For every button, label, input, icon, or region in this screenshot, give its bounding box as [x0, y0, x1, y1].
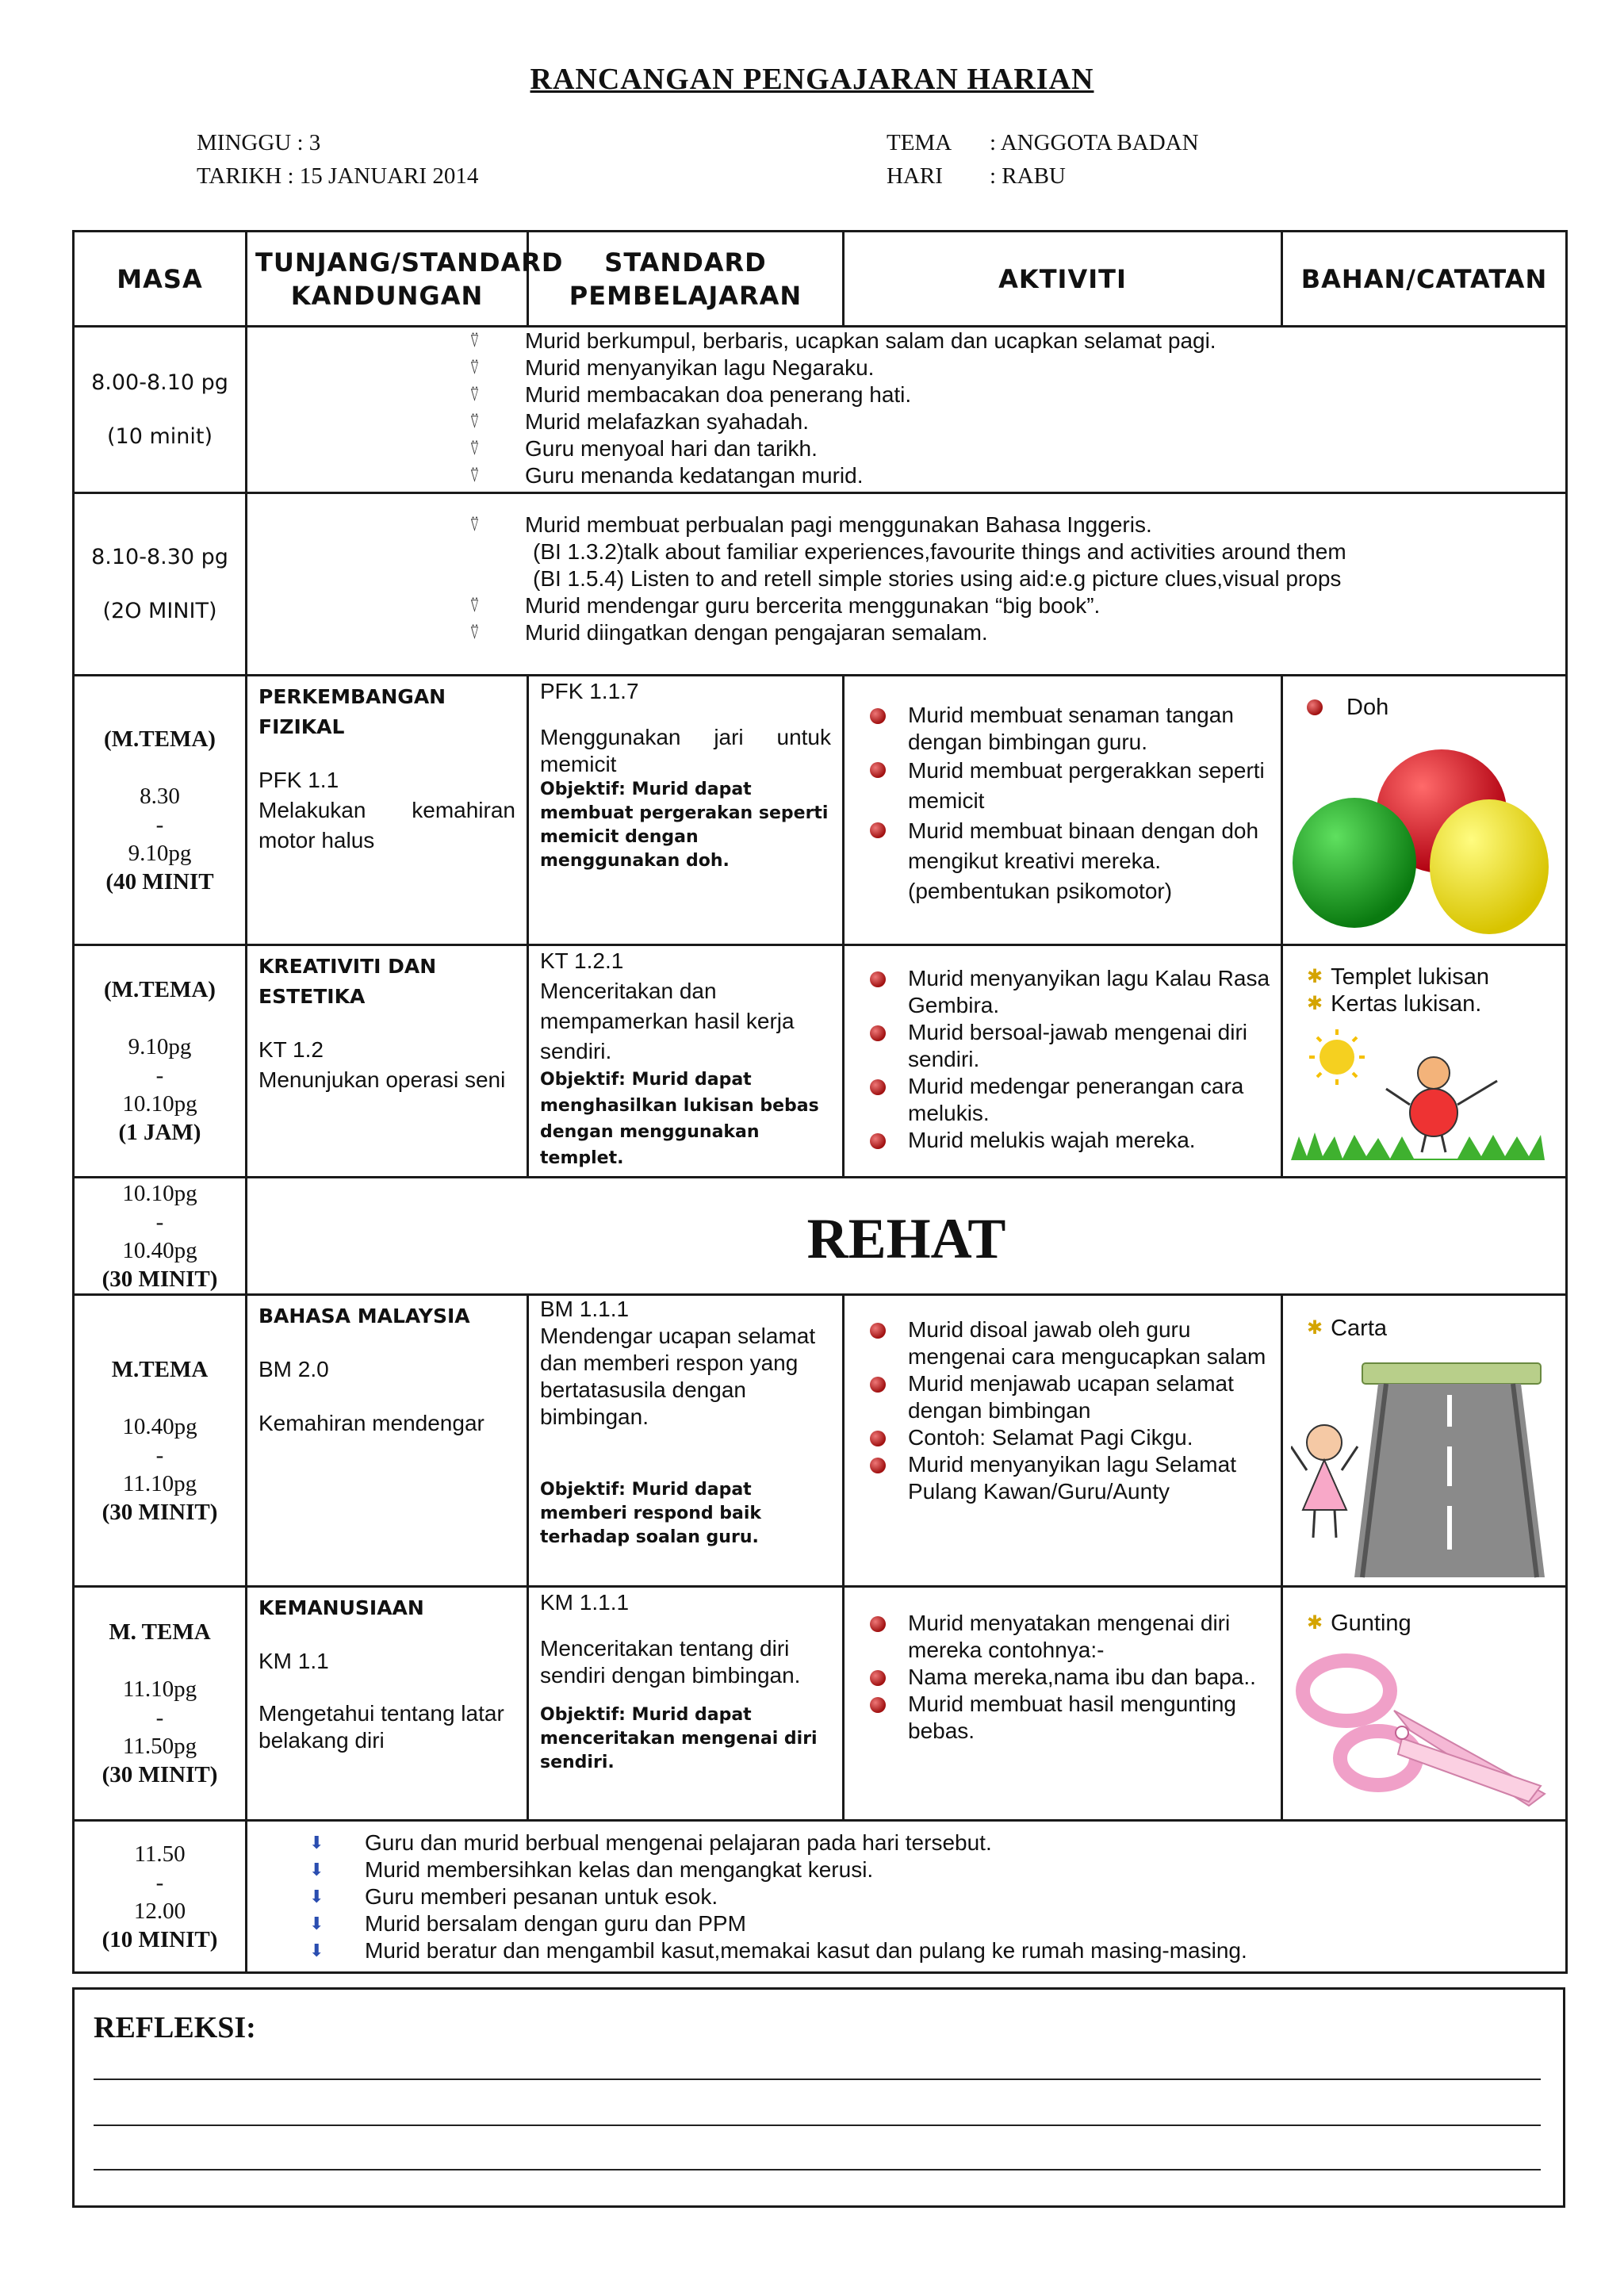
bahan-cell [1282, 1295, 1567, 1587]
masa-dash: - [155, 1063, 164, 1088]
masa-label: (M.TEMA) [104, 726, 216, 752]
standard-pembelajaran-cell [528, 676, 844, 945]
check-bullet-icon: ⍢ [469, 439, 481, 458]
refleksi-box [72, 1987, 1565, 2208]
tunjang-heading: KEMANUSIAAN [259, 1596, 424, 1619]
list-item: ⍢ Murid berkumpul, berbaris, ucapkan salam dan ucapkan selamat pagi. [469, 328, 1216, 353]
star-bullet-icon: ✱ [1307, 966, 1323, 987]
closing-cell [247, 1821, 1567, 1973]
masa-dash: - [155, 1209, 164, 1235]
tarikh-label: TARIKH : 15 JANUARI 2014 [197, 163, 479, 189]
list-item: ⬇ Guru dan murid berbual mengenai pelajaran pada hari tersebut. [309, 1830, 992, 1855]
refleksi-line[interactable] [94, 2125, 1541, 2126]
list-item: ⍢ Murid membacakan doa penerang hati. [469, 382, 912, 407]
red-ball-bullet-icon [870, 1616, 886, 1632]
col-header-bahan: BAHAN/CATATAN [1282, 232, 1567, 327]
table-row [74, 327, 1567, 493]
masa-duration: (1 JAM) [118, 1120, 201, 1145]
list-item: Murid disoal jawab oleh guru mengenai cara mengucapkan salam [864, 1316, 1273, 1370]
list-item: Murid membuat pergerakkan seperti memicit [864, 756, 1273, 816]
sp-objektif: Objektif: Murid dapat menghasilkan lukisan bebas dengan menggunakan templet. [540, 1070, 819, 1168]
road-chart-image [1291, 1351, 1553, 1581]
red-ball-bullet-icon [870, 1431, 886, 1446]
list-item: Murid membuat hasil mengunting bebas. [864, 1691, 1273, 1745]
masa-duration: (10 minit) [106, 423, 213, 449]
tunjang-heading: PERKEMBANGAN FIZIKAL [259, 685, 446, 738]
masa-cell [74, 1178, 247, 1295]
table-row [74, 1587, 1567, 1821]
tunjang-desc: Menunjukan operasi seni [259, 1067, 506, 1092]
red-ball-bullet-icon [870, 971, 886, 987]
list-item: ⍢ Murid membuat perbualan pagi menggunakan Bahasa Inggeris. [469, 512, 1152, 537]
tema-label: TEMA [887, 130, 952, 155]
list-item: Murid melukis wajah mereka. [864, 1127, 1273, 1154]
col-header-tunjang: TUNJANG/STANDARD KANDUNGAN [247, 232, 528, 327]
list-item: (BI 1.5.4) Listen to and retell simple stories using aid:e.g picture clues,visual props [533, 566, 1342, 591]
hari-value: : RABU [990, 163, 1066, 189]
masa-dash: - [155, 1869, 164, 1895]
tunjang-code: BM 2.0 [259, 1357, 329, 1381]
table-row [74, 945, 1567, 1178]
star-bullet-icon: ✱ [1307, 1612, 1323, 1634]
tunjang-desc: Kemahiran mendengar [259, 1411, 485, 1435]
arrow-down-bullet-icon: ⬇ [309, 1941, 324, 1960]
masa-label: (M.TEMA) [104, 977, 216, 1002]
table-row [74, 493, 1567, 676]
aktiviti-cell [844, 676, 1282, 945]
sp-objektif: Objektif: Murid dapat menceritakan mengenai diri sendiri. [540, 1705, 818, 1772]
list-item: ⬇ Murid beratur dan mengambil kasut,memakai kasut dan pulang ke rumah masing-masing. [309, 1938, 1247, 1963]
masa-cell [74, 493, 247, 676]
list-item: ⍢ Murid mendengar guru bercerita menggunakan “big book”. [469, 593, 1101, 618]
refleksi-line[interactable] [94, 2079, 1541, 2080]
masa-cell [74, 1587, 247, 1821]
red-ball-bullet-icon [870, 762, 886, 778]
tunjang-code: KM 1.1 [259, 1649, 329, 1673]
sp-code: BM 1.1.1 [540, 1297, 630, 1321]
sp-desc: Mendengar ucapan selamat dan memberi respon yang bertatasusila dengan bimbingan. [540, 1324, 816, 1429]
star-bullet-icon: ✱ [1307, 993, 1323, 1014]
sp-objektif: Objektif: Murid dapat memberi respond baik terhadap soalan guru. [540, 1480, 762, 1547]
red-ball-bullet-icon [870, 1133, 886, 1149]
list-item: ⍢ Guru menyoal hari dan tarikh. [469, 436, 818, 461]
scissors-image [1291, 1647, 1553, 1814]
list-item: Murid menyanyikan lagu Kalau Rasa Gembira. [864, 965, 1273, 1019]
masa-end: 11.50pg [122, 1734, 197, 1759]
hari-label: HARI [887, 163, 943, 189]
tunjang-heading: BAHASA MALAYSIA [259, 1305, 470, 1328]
list-item: ✱ Carta [1307, 1316, 1388, 1341]
sp-code: KM 1.1.1 [540, 1590, 630, 1615]
list-item: Contoh: Selamat Pagi Cikgu. [864, 1424, 1273, 1451]
list-item: Murid menjawab ucapan selamat dengan bimbingan [864, 1370, 1273, 1424]
masa-cell [74, 945, 247, 1178]
refleksi-line[interactable] [94, 2169, 1541, 2170]
red-ball-bullet-icon [870, 1458, 886, 1473]
red-ball-bullet-icon [870, 1377, 886, 1393]
red-ball-bullet-icon [870, 1670, 886, 1686]
tunjang-cell [247, 1587, 528, 1821]
masa-dash: - [155, 811, 164, 837]
list-item: Murid menyatakan mengenai diri mereka contohnya:- [864, 1610, 1273, 1664]
masa-duration: (10 MINIT) [102, 1926, 218, 1952]
list-item: ✱ Gunting [1307, 1611, 1411, 1636]
list-item: ⬇ Murid bersalam dengan guru dan PPM [309, 1911, 746, 1936]
col-header-standard-pembelajaran: STANDARD PEMBELAJARAN [528, 232, 844, 327]
table-row [74, 1821, 1567, 1973]
lesson-plan-table [72, 230, 1568, 1974]
list-item: Doh [1307, 694, 1549, 721]
play-dough-image [1291, 748, 1553, 938]
masa-dash: - [155, 1442, 164, 1468]
aktiviti-cell [844, 1295, 1282, 1587]
routine-cell [247, 327, 1567, 493]
masa-end: 10.40pg [122, 1237, 197, 1263]
bahan-cell [1282, 676, 1567, 945]
red-ball-bullet-icon [870, 1079, 886, 1095]
sp-code: KT 1.2.1 [540, 948, 624, 973]
aktiviti-cell [844, 1587, 1282, 1821]
aktiviti-cell [844, 945, 1282, 1178]
arrow-down-bullet-icon: ⬇ [309, 1860, 324, 1879]
rehat-label: REHAT [247, 1178, 1567, 1295]
list-item: ⍢ Murid menyanyikan lagu Negaraku. [469, 355, 875, 380]
masa-cell [74, 327, 247, 493]
red-ball-bullet-icon [870, 1697, 886, 1713]
tunjang-heading: KREATIVITI DAN ESTETIKA [259, 955, 437, 1008]
tunjang-cell [247, 1295, 528, 1587]
col-header-aktiviti: AKTIVITI [844, 232, 1282, 327]
bahan-cell [1282, 945, 1567, 1178]
masa-cell [74, 1821, 247, 1973]
sp-desc: Menggunakan jari untuk memicit [540, 725, 831, 776]
red-ball-bullet-icon [1307, 699, 1323, 715]
tunjang-desc: Mengetahui tentang latar belakang diri [259, 1701, 504, 1753]
star-bullet-icon: ✱ [1307, 1317, 1323, 1339]
sp-desc: Menceritakan dan mempamerkan hasil kerja sendiri. [540, 979, 795, 1063]
masa-duration: (30 MINIT) [102, 1266, 218, 1292]
red-ball-bullet-icon [870, 708, 886, 724]
check-bullet-icon: ⍢ [469, 358, 481, 377]
list-item: ⍢ Guru menanda kedatangan murid. [469, 463, 864, 488]
masa-start: 10.10pg [122, 1180, 197, 1206]
list-item: ✱ Templet lukisan [1307, 964, 1489, 990]
masa-end: 9.10pg [128, 840, 192, 866]
list-item: ⍢ Murid melafazkan syahadah. [469, 409, 809, 434]
list-item: (BI 1.3.2)talk about familiar experiences,favourite things and activities around them [533, 539, 1346, 564]
masa-end: 10.10pg [122, 1091, 197, 1117]
masa-label: M.TEMA [111, 1356, 209, 1382]
masa-cell [74, 1295, 247, 1587]
check-bullet-icon: ⍢ [469, 466, 481, 485]
red-ball-bullet-icon [870, 822, 886, 838]
tema-value: : ANGGOTA BADAN [990, 130, 1199, 155]
check-bullet-icon: ⍢ [469, 331, 481, 351]
list-item: ⬇ Murid membersihkan kelas dan mengangkat kerusi. [309, 1857, 874, 1882]
list-item: Murid menyanyikan lagu Selamat Pulang Kawan/Guru/Aunty [864, 1451, 1273, 1505]
tunjang-desc: Melakukan kemahiran motor halus [259, 798, 515, 852]
masa-start: 10.40pg [122, 1413, 197, 1439]
tunjang-cell [247, 945, 528, 1178]
check-bullet-icon: ⍢ [469, 623, 481, 642]
check-bullet-icon: ⍢ [469, 596, 481, 615]
masa-duration: (30 MINIT) [102, 1762, 218, 1787]
sp-objektif: Objektif: Murid dapat membuat pergerakan seperti memicit dengan menggunakan doh. [540, 780, 829, 871]
masa-end: 11.10pg [122, 1470, 197, 1496]
sp-code: PFK 1.1.7 [540, 679, 639, 703]
table-header-row [74, 232, 1567, 327]
masa-duration: (2O MINIT) [102, 598, 217, 623]
masa-time: 8.10-8.30 pg [91, 544, 228, 569]
check-bullet-icon: ⍢ [469, 385, 481, 404]
routine-cell [247, 493, 1567, 676]
masa-start: 9.10pg [128, 1034, 192, 1059]
arrow-down-bullet-icon: ⬇ [309, 1887, 324, 1906]
tunjang-cell [247, 676, 528, 945]
masa-end: 12.00 [133, 1898, 186, 1924]
arrow-down-bullet-icon: ⬇ [309, 1833, 324, 1852]
list-item: ⍢ Murid diingatkan dengan pengajaran semalam. [469, 620, 988, 645]
list-item: Murid medengar penerangan cara melukis. [864, 1073, 1273, 1127]
col-header-masa: MASA [74, 232, 247, 327]
red-ball-bullet-icon [870, 1323, 886, 1339]
masa-start: 8.30 [140, 783, 180, 809]
sp-desc: Menceritakan tentang diri sendiri dengan bimbingan. [540, 1636, 801, 1688]
masa-duration: (30 MINIT) [102, 1499, 218, 1525]
tunjang-code: PFK 1.1 [259, 768, 339, 792]
check-bullet-icon: ⍢ [469, 515, 481, 534]
masa-start: 11.10pg [122, 1676, 197, 1702]
masa-dash: - [155, 1705, 164, 1730]
child-drawing-image [1291, 1025, 1545, 1168]
masa-time: 8.00-8.10 pg [91, 370, 228, 395]
masa-label: M. TEMA [109, 1619, 211, 1645]
list-item: Murid bersoal-jawab mengenai diri sendiri. [864, 1019, 1273, 1073]
list-item: ⬇ Guru memberi pesanan untuk esok. [309, 1884, 718, 1909]
masa-duration: (40 MINIT [105, 868, 214, 895]
minggu-label: MINGGU : 3 [197, 130, 321, 155]
table-row [74, 1295, 1567, 1587]
red-ball-bullet-icon [870, 1025, 886, 1041]
standard-pembelajaran-cell [528, 1295, 844, 1587]
bahan-cell [1282, 1587, 1567, 1821]
standard-pembelajaran-cell [528, 1587, 844, 1821]
check-bullet-icon: ⍢ [469, 412, 481, 431]
refleksi-label: REFLEKSI: [94, 2011, 256, 2044]
table-row [74, 676, 1567, 945]
page-title: RANCANGAN PENGAJARAN HARIAN [530, 63, 1094, 96]
list-item: Murid membuat binaan dengan doh mengikut kreativi mereka.(pembentukan psikomotor) [864, 816, 1273, 906]
list-item: Murid membuat senaman tangan dengan bimbingan guru. [864, 702, 1273, 756]
table-row [74, 1178, 1567, 1295]
masa-cell [74, 676, 247, 945]
list-item: Nama mereka,nama ibu dan bapa.. [864, 1664, 1273, 1691]
standard-pembelajaran-cell [528, 945, 844, 1178]
arrow-down-bullet-icon: ⬇ [309, 1914, 324, 1933]
list-item: ✱ Kertas lukisan. [1307, 991, 1482, 1017]
tunjang-code: KT 1.2 [259, 1037, 324, 1062]
masa-start: 11.50 [134, 1841, 186, 1867]
